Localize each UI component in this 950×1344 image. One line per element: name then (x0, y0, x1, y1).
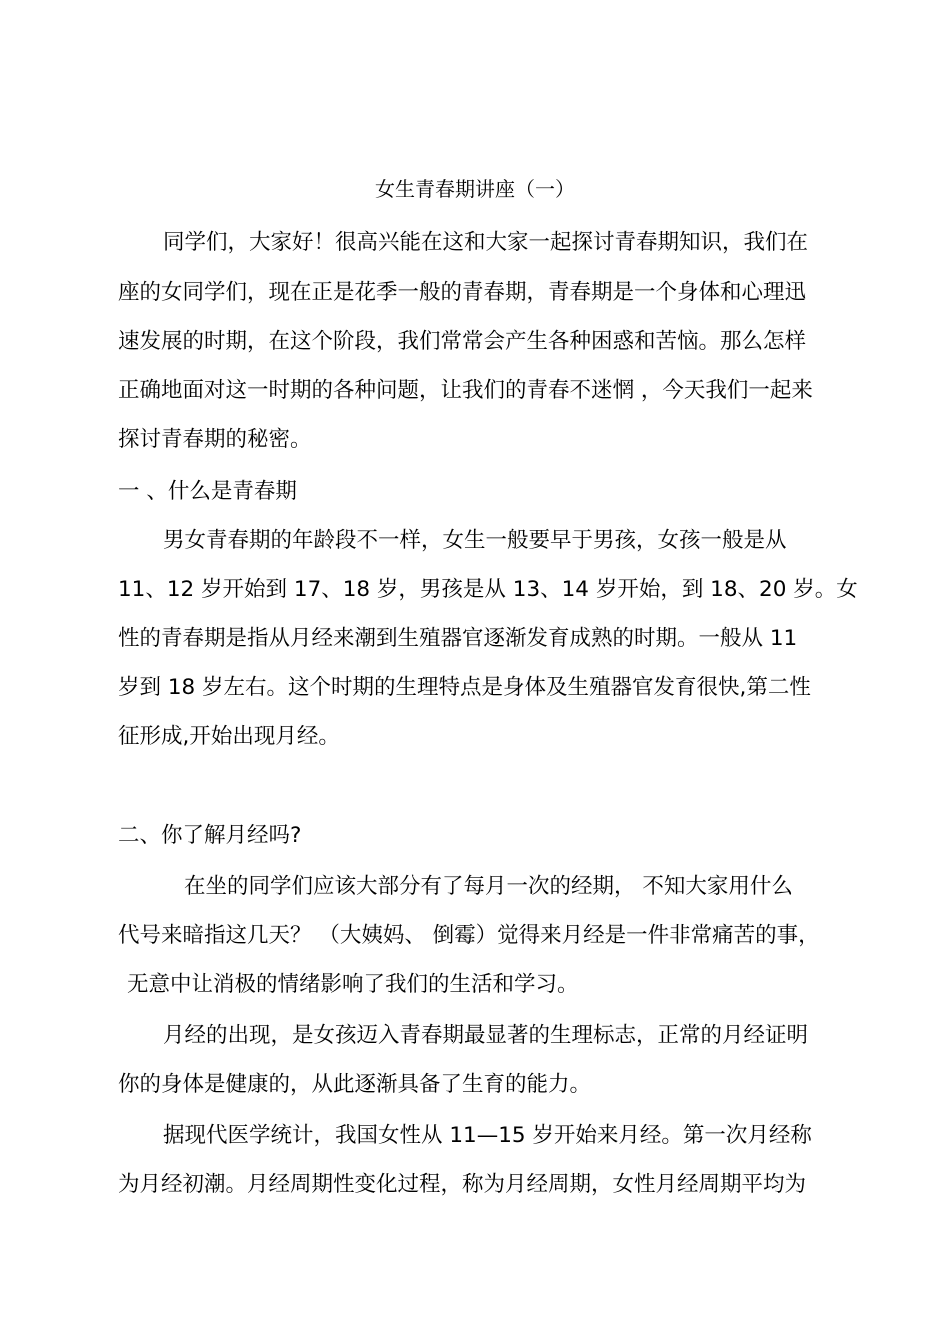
section2-p1-line-2: 代号来暗指这几天？ （大姨妈、 倒霉）觉得来月经是一件非常痛苦的事， (118, 923, 820, 948)
section2-p2-line-1: 月经的出现，是女孩迈入青春期最显著的生理标志，正常的月经证明 (163, 1023, 809, 1048)
section1-line-2: 11、12 岁开始到 17、18 岁，男孩是从 13、14 岁开始，到 18、20 岁。女 (118, 577, 858, 602)
section1-line-1: 男女青春期的年龄段不一样，女生一般要早于男孩，女孩一般是从 (163, 528, 787, 553)
intro-line-3: 速发展的时期，在这个阶段，我们常常会产生各种困惑和苦恼。那么怎样 (118, 329, 807, 354)
section2-heading: 二、你了解月经吗? (118, 823, 302, 848)
section1-line-3: 性的青春期是指从月经来潮到生殖器官逐渐发育成熟的时期。一般从 11 (118, 626, 798, 651)
section1-line-4: 岁到 18 岁左右。这个时期的生理特点是身体及生殖器官发育很快,第二性 (118, 675, 811, 700)
section2-p1-line-1: 在坐的同学们应该大部分有了每月一次的经期， 不知大家用什么 (184, 874, 793, 899)
intro-line-2: 座的女同学们，现在正是花季一般的青春期，青春期是一个身体和心理迅 (118, 280, 807, 305)
section2-p3-line-2: 为月经初潮。月经周期性变化过程，称为月经周期，女性月经周期平均为 (118, 1172, 807, 1197)
intro-line-1: 同学们，大家好！很高兴能在这和大家一起探讨青春期知识，我们在 (163, 230, 809, 255)
document-title: 女生青春期讲座（一） (375, 177, 575, 201)
section2-p1-line-3: 无意中让消极的情绪影响了我们的生活和学习。 (127, 972, 579, 997)
section1-heading: 一 、什么是青春期 (118, 479, 297, 504)
section2-p3-line-1: 据现代医学统计，我国女性从 11—15 岁开始来月经。第一次月经称 (163, 1123, 812, 1148)
intro-line-4: 正确地面对这一时期的各种问题，让我们的青春不迷惘 ，今天我们一起来 (118, 378, 813, 403)
intro-line-5: 探讨青春期的秘密。 (118, 427, 312, 452)
section2-p2-line-2: 你的身体是健康的，从此逐渐具备了生育的能力。 (118, 1072, 592, 1097)
section1-line-5: 征形成,开始出现月经。 (118, 724, 340, 749)
